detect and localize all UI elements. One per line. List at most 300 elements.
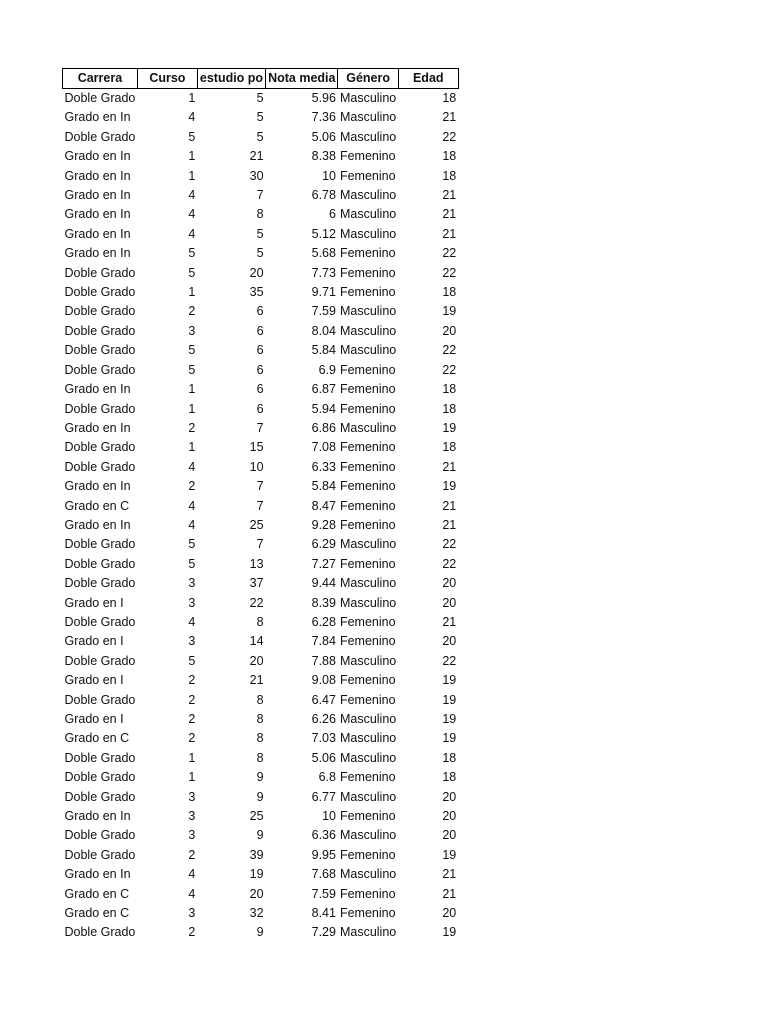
- cell-nota-media[interactable]: 8.39: [311, 595, 336, 610]
- cell-genero[interactable]: Masculino: [339, 304, 397, 319]
- cell-nota-media[interactable]: 9.71: [311, 285, 336, 300]
- cell-edad[interactable]: 21: [442, 867, 457, 882]
- header-horas-estudio[interactable]: estudio po: [197, 69, 265, 89]
- cell-carrera[interactable]: Doble Grado: [64, 129, 136, 144]
- cell-genero[interactable]: Femenino: [339, 479, 396, 494]
- cell-nota-media[interactable]: 10: [322, 809, 336, 824]
- cell-horas-estudio[interactable]: 9: [256, 925, 264, 940]
- cell-nota-media[interactable]: 6.28: [311, 614, 336, 629]
- cell-carrera[interactable]: Grado en In: [64, 110, 131, 125]
- cell-nota-media[interactable]: 7.29: [311, 925, 336, 940]
- cell-curso[interactable]: 2: [188, 304, 196, 319]
- cell-genero[interactable]: Femenino: [339, 692, 396, 707]
- cell-curso[interactable]: 3: [188, 576, 196, 591]
- cell-curso[interactable]: 5: [188, 265, 196, 280]
- cell-nota-media[interactable]: 6.26: [311, 712, 336, 726]
- cell-curso[interactable]: 4: [188, 517, 196, 532]
- cell-nota-media[interactable]: 8.47: [311, 498, 336, 513]
- cell-horas-estudio[interactable]: 8: [256, 692, 264, 707]
- table-row: [63, 244, 459, 263]
- cell-horas-estudio[interactable]: 14: [249, 634, 264, 649]
- cell-carrera[interactable]: Grado en In: [64, 517, 131, 532]
- cell-horas-estudio[interactable]: 7: [256, 537, 264, 552]
- cell-horas-estudio[interactable]: 25: [249, 809, 264, 824]
- cell-genero[interactable]: Masculino: [339, 537, 397, 552]
- table-row: [63, 205, 459, 224]
- cell-genero[interactable]: Femenino: [339, 265, 396, 280]
- cell-genero[interactable]: Femenino: [339, 168, 396, 183]
- cell-edad[interactable]: 19: [442, 420, 457, 435]
- header-edad[interactable]: Edad: [398, 69, 458, 89]
- cell-genero[interactable]: Femenino: [339, 459, 396, 474]
- cell-nota-media[interactable]: 9.08: [311, 673, 336, 688]
- cell-edad[interactable]: 20: [442, 828, 457, 843]
- cell-curso[interactable]: 2: [188, 692, 196, 707]
- cell-edad[interactable]: 18: [442, 440, 457, 455]
- cell-carrera[interactable]: Doble Grado: [64, 576, 136, 591]
- table-row: [63, 729, 459, 748]
- cell-horas-estudio[interactable]: 6: [256, 382, 264, 397]
- cell-nota-media[interactable]: 5.84: [311, 479, 336, 494]
- header-carrera[interactable]: Carrera: [63, 69, 138, 89]
- table-header: [63, 69, 459, 89]
- cell-carrera[interactable]: Doble Grado: [64, 459, 136, 474]
- cell-genero[interactable]: Masculino: [339, 91, 397, 105]
- cell-curso[interactable]: 4: [188, 867, 196, 882]
- cell-curso[interactable]: 1: [188, 91, 196, 105]
- cell-carrera[interactable]: Grado en I: [64, 673, 124, 688]
- cell-curso[interactable]: 2: [188, 847, 196, 862]
- cell-nota-media[interactable]: 6.77: [311, 789, 336, 804]
- cell-nota-media[interactable]: 6: [329, 207, 336, 222]
- cell-edad[interactable]: 20: [442, 809, 457, 824]
- cell-nota-media[interactable]: 9.95: [311, 847, 336, 862]
- cell-horas-estudio[interactable]: 21: [249, 149, 264, 164]
- cell-curso[interactable]: 1: [188, 285, 196, 300]
- cell-curso[interactable]: 2: [188, 712, 196, 726]
- cell-curso[interactable]: 3: [188, 595, 196, 610]
- cell-edad[interactable]: 22: [442, 556, 457, 571]
- cell-curso[interactable]: 4: [188, 207, 196, 222]
- cell-edad[interactable]: 20: [442, 789, 457, 804]
- cell-nota-media[interactable]: 5.06: [311, 129, 336, 144]
- cell-carrera[interactable]: Doble Grado: [64, 440, 136, 455]
- cell-horas-estudio[interactable]: 9: [256, 770, 264, 785]
- cell-genero[interactable]: Masculino: [339, 188, 397, 203]
- cell-nota-media[interactable]: 9.28: [311, 517, 336, 532]
- cell-genero[interactable]: Femenino: [339, 440, 396, 455]
- table-row: [63, 108, 459, 127]
- cell-nota-media[interactable]: 7.84: [311, 634, 336, 649]
- cell-carrera[interactable]: Doble Grado: [64, 847, 136, 862]
- cell-horas-estudio[interactable]: 13: [249, 556, 264, 571]
- cell-horas-estudio[interactable]: 22: [249, 595, 264, 610]
- cell-horas-estudio[interactable]: 20: [249, 653, 264, 668]
- cell-genero[interactable]: Femenino: [339, 498, 396, 513]
- cell-edad[interactable]: 18: [442, 149, 457, 164]
- cell-carrera[interactable]: Grado en In: [64, 168, 131, 183]
- cell-horas-estudio[interactable]: 20: [249, 886, 264, 901]
- cell-curso[interactable]: 5: [188, 653, 196, 668]
- cell-horas-estudio[interactable]: 6: [256, 401, 264, 416]
- table-row: [63, 167, 459, 186]
- cell-edad[interactable]: 22: [442, 653, 457, 668]
- cell-horas-estudio[interactable]: 6: [256, 343, 264, 358]
- cell-carrera[interactable]: Grado en In: [64, 149, 131, 164]
- cell-nota-media[interactable]: 6.36: [311, 828, 336, 843]
- cell-curso[interactable]: 1: [188, 770, 196, 785]
- table-row: [63, 497, 459, 516]
- cell-edad[interactable]: 21: [442, 614, 457, 629]
- cell-nota-media[interactable]: 7.73: [311, 265, 336, 280]
- cell-edad[interactable]: 20: [442, 634, 457, 649]
- cell-carrera[interactable]: Doble Grado: [64, 537, 136, 552]
- cell-nota-media[interactable]: 8.04: [311, 323, 336, 338]
- cell-edad[interactable]: 21: [442, 226, 457, 241]
- cell-carrera[interactable]: Grado en In: [64, 809, 131, 824]
- cell-genero[interactable]: Masculino: [339, 110, 397, 125]
- cell-carrera[interactable]: Grado en I: [64, 595, 124, 610]
- cell-edad[interactable]: 19: [442, 304, 457, 319]
- cell-edad[interactable]: 21: [442, 110, 457, 125]
- cell-nota-media[interactable]: 8.41: [311, 906, 336, 921]
- cell-carrera[interactable]: Grado en C: [64, 886, 130, 901]
- cell-horas-estudio[interactable]: 6: [256, 323, 264, 338]
- cell-carrera[interactable]: Grado en In: [64, 479, 131, 494]
- cell-horas-estudio[interactable]: 6: [256, 304, 264, 319]
- cell-carrera[interactable]: Doble Grado: [64, 304, 136, 319]
- table-row: [63, 438, 459, 457]
- cell-edad[interactable]: 19: [442, 925, 457, 940]
- cell-nota-media[interactable]: 6.47: [311, 692, 336, 707]
- table-row: [63, 768, 459, 787]
- cell-curso[interactable]: 4: [188, 614, 196, 629]
- table-row: [63, 186, 459, 205]
- cell-horas-estudio[interactable]: 9: [256, 828, 264, 843]
- header-genero[interactable]: Género: [338, 69, 398, 89]
- cell-edad[interactable]: 18: [442, 285, 457, 300]
- cell-horas-estudio[interactable]: 25: [249, 517, 264, 532]
- cell-nota-media[interactable]: 8.38: [311, 149, 336, 164]
- cell-edad[interactable]: 19: [442, 847, 457, 862]
- table-row: [63, 89, 459, 109]
- cell-curso[interactable]: 3: [188, 634, 196, 649]
- cell-genero[interactable]: Masculino: [339, 867, 397, 882]
- cell-genero[interactable]: Femenino: [339, 362, 396, 377]
- cell-nota-media[interactable]: 7.59: [311, 886, 336, 901]
- table-row: [63, 613, 459, 632]
- table-row: [63, 147, 459, 166]
- cell-nota-media[interactable]: 9.44: [311, 576, 336, 591]
- table-row: [63, 710, 459, 729]
- cell-nota-media[interactable]: 7.08: [311, 440, 336, 455]
- cell-genero[interactable]: Masculino: [339, 731, 397, 746]
- cell-horas-estudio[interactable]: 7: [256, 479, 264, 494]
- cell-genero[interactable]: Femenino: [339, 634, 396, 649]
- cell-carrera[interactable]: Doble Grado: [64, 401, 136, 416]
- cell-edad[interactable]: 21: [442, 207, 457, 222]
- cell-curso[interactable]: 2: [188, 731, 196, 746]
- cell-carrera[interactable]: Doble Grado: [64, 343, 136, 358]
- cell-edad[interactable]: 22: [442, 343, 457, 358]
- cell-nota-media[interactable]: 6.8: [318, 770, 336, 785]
- cell-carrera[interactable]: Doble Grado: [64, 692, 136, 707]
- header-nota-media[interactable]: Nota media: [266, 69, 338, 89]
- cell-horas-estudio[interactable]: 5: [256, 110, 264, 125]
- cell-edad[interactable]: 19: [442, 712, 457, 726]
- cell-edad[interactable]: 22: [442, 537, 457, 552]
- cell-carrera[interactable]: Doble Grado: [64, 362, 136, 377]
- cell-genero[interactable]: Femenino: [339, 382, 396, 397]
- cell-curso[interactable]: 4: [188, 226, 196, 241]
- cell-genero[interactable]: Femenino: [339, 246, 396, 261]
- cell-genero[interactable]: Femenino: [339, 906, 396, 921]
- cell-curso[interactable]: 5: [188, 556, 196, 571]
- cell-horas-estudio[interactable]: 7: [256, 498, 264, 513]
- table-row: [63, 302, 459, 321]
- cell-nota-media[interactable]: 5.12: [311, 226, 336, 241]
- cell-horas-estudio[interactable]: 8: [256, 731, 264, 746]
- cell-curso[interactable]: 5: [188, 343, 196, 358]
- cell-horas-estudio[interactable]: 10: [249, 459, 264, 474]
- cell-carrera[interactable]: Doble Grado: [64, 925, 136, 940]
- cell-edad[interactable]: 21: [442, 498, 457, 513]
- cell-genero[interactable]: Masculino: [339, 420, 397, 435]
- cell-horas-estudio[interactable]: 5: [256, 129, 264, 144]
- cell-edad[interactable]: 21: [442, 459, 457, 474]
- cell-edad[interactable]: 18: [442, 382, 457, 397]
- cell-genero[interactable]: Femenino: [339, 886, 396, 901]
- cell-horas-estudio[interactable]: 5: [256, 226, 264, 241]
- cell-genero[interactable]: Femenino: [339, 614, 396, 629]
- cell-horas-estudio[interactable]: 19: [249, 867, 264, 882]
- cell-horas-estudio[interactable]: 15: [249, 440, 264, 455]
- cell-edad[interactable]: 19: [442, 731, 457, 746]
- cell-edad[interactable]: 20: [442, 906, 457, 921]
- cell-curso[interactable]: 4: [188, 498, 196, 513]
- table-row: [63, 826, 459, 845]
- cell-horas-estudio[interactable]: 35: [249, 285, 264, 300]
- cell-curso[interactable]: 4: [188, 188, 196, 203]
- cell-curso[interactable]: 3: [188, 828, 196, 843]
- cell-horas-estudio[interactable]: 8: [256, 207, 264, 222]
- table-row: [63, 225, 459, 244]
- cell-edad[interactable]: 21: [442, 886, 457, 901]
- cell-genero[interactable]: Masculino: [339, 712, 397, 726]
- cell-edad[interactable]: 19: [442, 479, 457, 494]
- cell-carrera[interactable]: Grado en I: [64, 634, 124, 649]
- cell-curso[interactable]: 4: [188, 459, 196, 474]
- cell-carrera[interactable]: Doble Grado: [64, 285, 136, 300]
- cell-carrera[interactable]: Doble Grado: [64, 614, 136, 629]
- cell-horas-estudio[interactable]: 8: [256, 614, 264, 629]
- cell-horas-estudio[interactable]: 39: [249, 847, 264, 862]
- cell-edad[interactable]: 22: [442, 362, 457, 377]
- cell-curso[interactable]: 4: [188, 886, 196, 901]
- cell-carrera[interactable]: Grado en In: [64, 382, 131, 397]
- table-row: [63, 652, 459, 671]
- cell-carrera[interactable]: Doble Grado: [64, 770, 136, 785]
- cell-edad[interactable]: 19: [442, 692, 457, 707]
- cell-nota-media[interactable]: 6.78: [311, 188, 336, 203]
- cell-carrera[interactable]: Doble Grado: [64, 750, 136, 765]
- cell-nota-media[interactable]: 5.06: [311, 750, 336, 765]
- cell-genero[interactable]: Masculino: [339, 595, 397, 610]
- cell-edad[interactable]: 22: [442, 129, 457, 144]
- cell-carrera[interactable]: Grado en C: [64, 498, 130, 513]
- cell-curso[interactable]: 5: [188, 537, 196, 552]
- cell-edad[interactable]: 20: [442, 595, 457, 610]
- cell-horas-estudio[interactable]: 5: [256, 246, 264, 261]
- cell-carrera[interactable]: Grado en In: [64, 420, 131, 435]
- cell-curso[interactable]: 2: [188, 479, 196, 494]
- cell-curso[interactable]: 3: [188, 906, 196, 921]
- cell-curso[interactable]: 1: [188, 149, 196, 164]
- cell-curso[interactable]: 3: [188, 789, 196, 804]
- cell-carrera[interactable]: Grado en In: [64, 207, 131, 222]
- cell-curso[interactable]: 2: [188, 925, 196, 940]
- cell-nota-media[interactable]: 5.94: [311, 401, 336, 416]
- table-row: [63, 458, 459, 477]
- cell-curso[interactable]: 1: [188, 440, 196, 455]
- cell-edad[interactable]: 19: [442, 673, 457, 688]
- cell-curso[interactable]: 1: [188, 382, 196, 397]
- cell-nota-media[interactable]: 6.29: [311, 537, 336, 552]
- cell-curso[interactable]: 1: [188, 401, 196, 416]
- table-row: [63, 904, 459, 923]
- table-row: [63, 574, 459, 593]
- cell-nota-media[interactable]: 7.59: [311, 304, 336, 319]
- cell-edad[interactable]: 18: [442, 91, 457, 105]
- cell-genero[interactable]: Femenino: [339, 556, 396, 571]
- cell-genero[interactable]: Femenino: [339, 401, 396, 416]
- cell-horas-estudio[interactable]: 30: [249, 168, 264, 183]
- cell-carrera[interactable]: Doble Grado: [64, 91, 136, 105]
- cell-curso[interactable]: 5: [188, 129, 196, 144]
- cell-nota-media[interactable]: 6.86: [311, 420, 336, 435]
- cell-curso[interactable]: 2: [188, 673, 196, 688]
- cell-genero[interactable]: Masculino: [339, 129, 397, 144]
- cell-genero[interactable]: Femenino: [339, 285, 396, 300]
- cell-horas-estudio[interactable]: 8: [256, 750, 264, 765]
- header-curso[interactable]: Curso: [137, 69, 197, 89]
- cell-edad[interactable]: 21: [442, 188, 457, 203]
- cell-horas-estudio[interactable]: 6: [256, 362, 264, 377]
- cell-carrera[interactable]: Grado en In: [64, 246, 131, 261]
- cell-genero[interactable]: Masculino: [339, 226, 397, 241]
- cell-edad[interactable]: 18: [442, 401, 457, 416]
- cell-edad[interactable]: 22: [442, 246, 457, 261]
- cell-genero[interactable]: Masculino: [339, 925, 397, 940]
- cell-genero[interactable]: Femenino: [339, 770, 396, 785]
- cell-genero[interactable]: Masculino: [339, 653, 397, 668]
- cell-genero[interactable]: Masculino: [339, 323, 397, 338]
- table-row: [63, 419, 459, 438]
- cell-nota-media[interactable]: 6.9: [318, 362, 336, 377]
- cell-genero[interactable]: Masculino: [339, 789, 397, 804]
- cell-genero[interactable]: Masculino: [339, 207, 397, 222]
- cell-nota-media[interactable]: 5.84: [311, 343, 336, 358]
- cell-carrera[interactable]: Grado en I: [64, 712, 124, 726]
- cell-carrera[interactable]: Grado en C: [64, 906, 130, 921]
- table-row: [63, 691, 459, 710]
- cell-genero[interactable]: Femenino: [339, 673, 396, 688]
- cell-curso[interactable]: 1: [188, 168, 196, 183]
- cell-curso[interactable]: 4: [188, 110, 196, 125]
- cell-horas-estudio[interactable]: 32: [249, 906, 264, 921]
- table-row: [63, 264, 459, 283]
- cell-horas-estudio[interactable]: 37: [249, 576, 264, 591]
- cell-horas-estudio[interactable]: 8: [256, 712, 264, 726]
- cell-genero[interactable]: Femenino: [339, 847, 396, 862]
- cell-carrera[interactable]: Grado en In: [64, 867, 131, 882]
- cell-nota-media[interactable]: 7.03: [311, 731, 336, 746]
- cell-horas-estudio[interactable]: 7: [256, 420, 264, 435]
- cell-carrera[interactable]: Doble Grado: [64, 323, 136, 338]
- cell-horas-estudio[interactable]: 7: [256, 188, 264, 203]
- cell-genero[interactable]: Femenino: [339, 517, 396, 532]
- cell-genero[interactable]: Masculino: [339, 828, 397, 843]
- cell-edad[interactable]: 22: [442, 265, 457, 280]
- cell-nota-media[interactable]: 6.87: [311, 382, 336, 397]
- cell-edad[interactable]: 20: [442, 323, 457, 338]
- cell-edad[interactable]: 18: [442, 770, 457, 785]
- table-row: [63, 788, 459, 807]
- cell-edad[interactable]: 18: [442, 168, 457, 183]
- cell-horas-estudio[interactable]: 20: [249, 265, 264, 280]
- cell-nota-media[interactable]: 10: [322, 168, 336, 183]
- cell-curso[interactable]: 5: [188, 246, 196, 261]
- cell-nota-media[interactable]: 7.36: [311, 110, 336, 125]
- cell-edad[interactable]: 18: [442, 750, 457, 765]
- cell-curso[interactable]: 5: [188, 362, 196, 377]
- cell-carrera[interactable]: Grado en C: [64, 731, 130, 746]
- cell-genero[interactable]: Masculino: [339, 750, 397, 765]
- cell-curso[interactable]: 1: [188, 750, 196, 765]
- cell-genero[interactable]: Femenino: [339, 809, 396, 824]
- cell-carrera[interactable]: Doble Grado: [64, 789, 136, 804]
- cell-edad[interactable]: 21: [442, 517, 457, 532]
- table-row: [63, 749, 459, 768]
- cell-nota-media[interactable]: 6.33: [311, 459, 336, 474]
- cell-curso[interactable]: 3: [188, 323, 196, 338]
- cell-carrera[interactable]: Grado en In: [64, 188, 131, 203]
- cell-curso[interactable]: 3: [188, 809, 196, 824]
- table-row: [63, 885, 459, 904]
- cell-genero[interactable]: Masculino: [339, 576, 397, 591]
- cell-genero[interactable]: Masculino: [339, 343, 397, 358]
- table-row: [63, 322, 459, 341]
- cell-carrera[interactable]: Doble Grado: [64, 265, 136, 280]
- cell-horas-estudio[interactable]: 5: [256, 91, 264, 105]
- cell-nota-media[interactable]: 5.96: [311, 91, 336, 105]
- cell-horas-estudio[interactable]: 9: [256, 789, 264, 804]
- cell-nota-media[interactable]: 5.68: [311, 246, 336, 261]
- cell-carrera[interactable]: Doble Grado: [64, 653, 136, 668]
- cell-edad[interactable]: 20: [442, 576, 457, 591]
- cell-nota-media[interactable]: 7.68: [311, 867, 336, 882]
- cell-curso[interactable]: 2: [188, 420, 196, 435]
- cell-carrera[interactable]: Grado en In: [64, 226, 131, 241]
- cell-carrera[interactable]: Doble Grado: [64, 828, 136, 843]
- cell-carrera[interactable]: Doble Grado: [64, 556, 136, 571]
- cell-nota-media[interactable]: 7.88: [311, 653, 336, 668]
- cell-nota-media[interactable]: 7.27: [311, 556, 336, 571]
- cell-genero[interactable]: Femenino: [339, 149, 396, 164]
- table-row: [63, 400, 459, 419]
- header-row: [63, 69, 459, 89]
- cell-horas-estudio[interactable]: 21: [249, 673, 264, 688]
